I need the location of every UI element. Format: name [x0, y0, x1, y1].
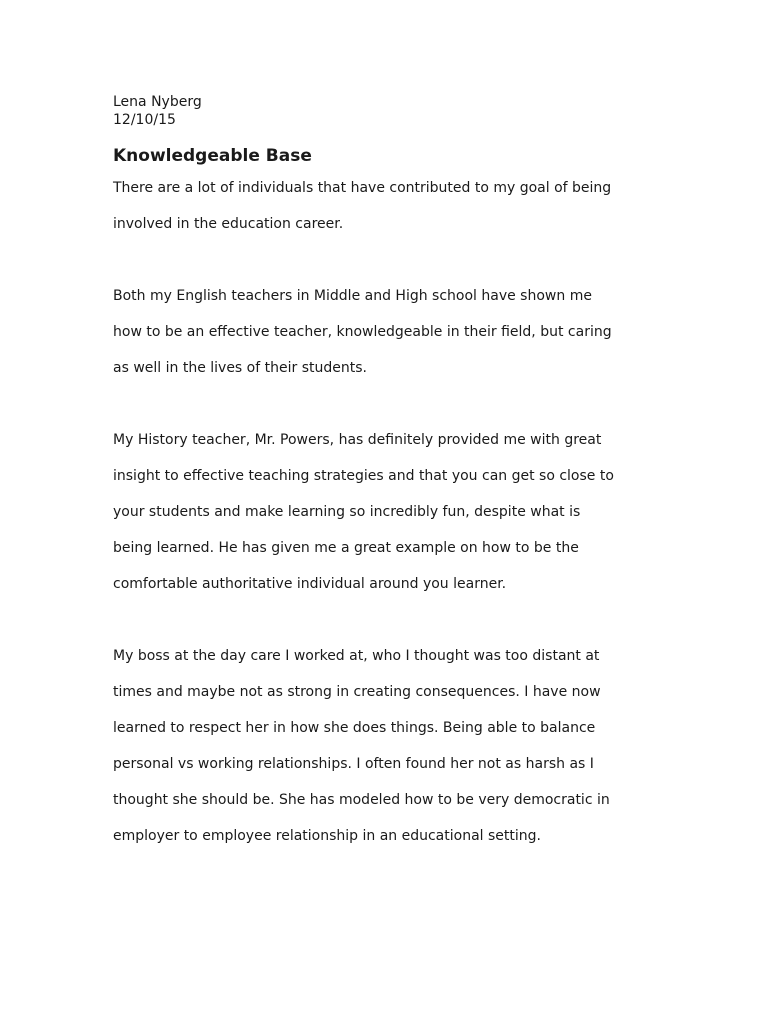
paragraph-spacer [113, 602, 673, 638]
document-date: 12/10/15 [113, 112, 176, 128]
paragraph-line: My History teacher, Mr. Powers, has definitely provided me with great [113, 432, 602, 448]
paragraph-spacer [113, 386, 673, 422]
document-page [113, 93, 673, 854]
paragraph-line: comfortable authoritative individual around you learner. [113, 576, 507, 592]
paragraph [113, 422, 673, 602]
paragraph [113, 638, 673, 854]
paragraph-line: personal vs working relationships. I often found her not as harsh as I [113, 756, 594, 772]
paragraph [113, 278, 673, 386]
author-name: Lena Nyberg [113, 94, 202, 110]
paragraph-line: involved in the education career. [113, 216, 344, 232]
paragraph-line: learned to respect her in how she does things. Being able to balance [113, 720, 596, 736]
paragraph-line: thought she should be. She has modeled how to be very democratic in [113, 792, 610, 808]
paragraph-line: There are a lot of individuals that have contributed to my goal of being [113, 180, 612, 196]
paragraph-line: My boss at the day care I worked at, who I thought was too distant at [113, 648, 600, 664]
paragraph-line: insight to effective teaching strategies and that you can get so close to [113, 468, 614, 484]
paragraph-line: your students and make learning so incredibly fun, despite what is [113, 504, 581, 520]
paragraph-line: being learned. He has given me a great example on how to be the [113, 540, 579, 556]
paragraph-spacer [113, 242, 673, 278]
document-title: Knowledgeable Base [113, 146, 312, 166]
paragraph-line: employer to employee relationship in an educational setting. [113, 828, 541, 844]
paragraph-line: times and maybe not as strong in creating consequences. I have now [113, 684, 601, 700]
paragraph-line: as well in the lives of their students. [113, 360, 367, 376]
paragraph-line: Both my English teachers in Middle and High school have shown me [113, 288, 592, 304]
paragraph-line: how to be an effective teacher, knowledgeable in their field, but caring [113, 324, 612, 340]
paragraph [113, 170, 673, 242]
